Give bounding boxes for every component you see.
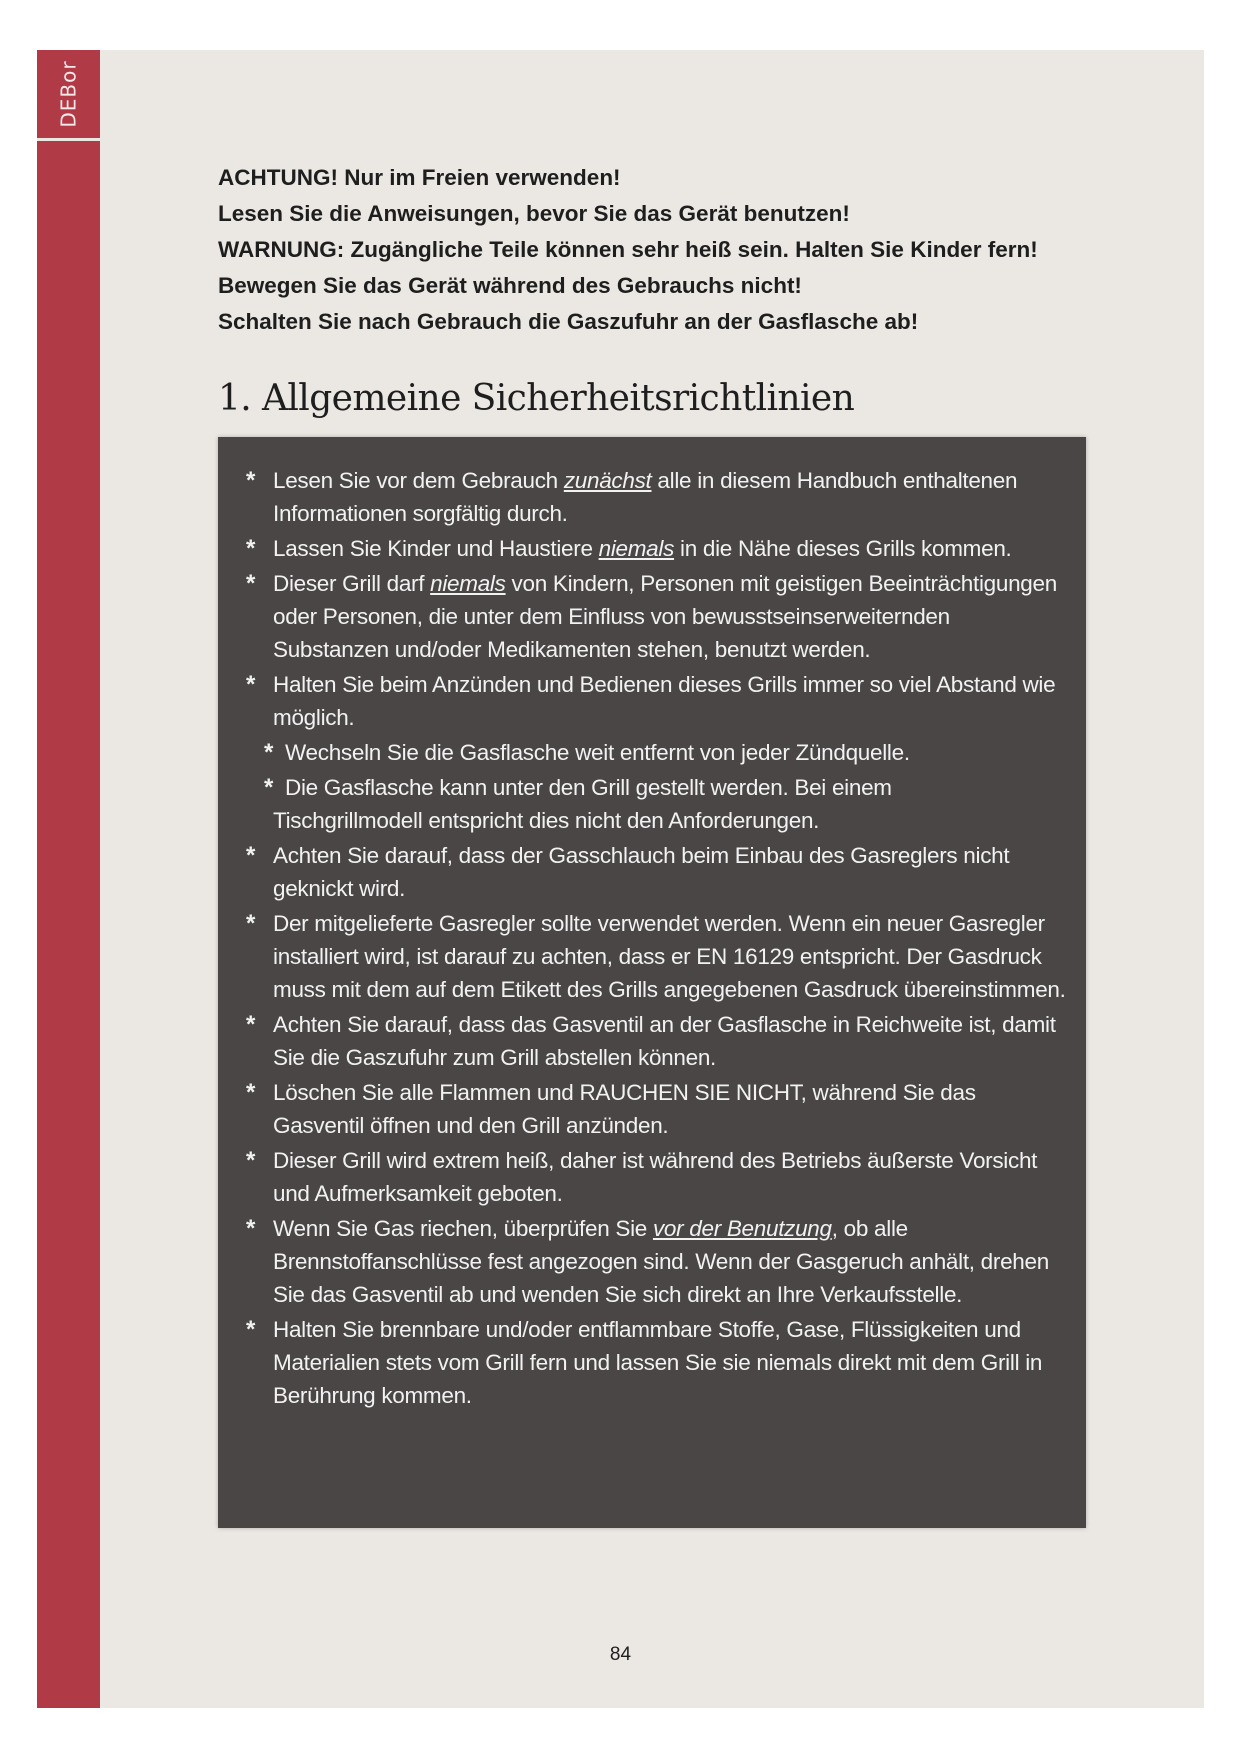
warning-line: Bewegen Sie das Gerät während des Gebrauchs nicht! (218, 273, 802, 298)
list-item: * Dieser Grill wird extrem heiß, daher ist während des Betriebs äußerste Vorsicht und Aufmerksamkeit geboten. (218, 1144, 1066, 1210)
bullet-star: * (246, 1147, 256, 1174)
list-item: * Wechseln Sie die Gasflasche weit entfernt von jeder Zündquelle. (218, 736, 1066, 769)
bullet-star: * (246, 671, 256, 698)
emphasis: vor der Benutzung (652, 1216, 832, 1241)
page-number: 84 (609, 1644, 632, 1665)
safety-guidelines-box (218, 437, 1086, 1528)
list-item: * Die Gasflasche kann unter den Grill gestellt werden. Bei einem Tischgrillmodell entspricht dies nicht den Anforderungen. (218, 771, 1066, 837)
list-item: * Achten Sie darauf, dass der Gasschlauch beim Einbau des Gasreglers nicht geknickt wird. (218, 839, 1066, 905)
list-item: * Löschen Sie alle Flammen und RAUCHEN SIE NICHT, während Sie das Gasventil öffnen und den Grill anzünden. (218, 1076, 1066, 1142)
bullet-star: * (246, 1215, 256, 1242)
bullet-star: * (246, 1316, 256, 1343)
section-title: 1. Allgemeine Sicherheitsrichtlinien (218, 378, 855, 419)
warning-block (218, 160, 1118, 340)
warning-line: WARNUNG: Zugängliche Teile können sehr heiß sein. Halten Sie Kinder fern! (218, 237, 1038, 262)
list-item: * Wenn Sie Gas riechen, überprüfen Sie vor der Benutzung, ob alle Brennstoffanschlüsse fest angezogen sind. Wenn der Gasgeruch anhält, drehen Sie das Gasventil ab und wenden Sie sich direkt an Ihre Verkaufsstelle. (218, 1212, 1066, 1311)
bullet-star: * (246, 467, 256, 494)
warning-line: ACHTUNG! Nur im Freien verwenden! (218, 165, 621, 190)
list-item: * Der mitgelieferte Gasregler sollte verwendet werden. Wenn ein neuer Gasregler installiert wird, ist darauf zu achten, dass er EN 16129 entspricht. Der Gasdruck muss mit dem auf dem Etikett des Grills angegebenen Gasdruck übereinstimmen. (218, 907, 1066, 1006)
side-color-bar (37, 50, 100, 1708)
emphasis: niemals (430, 571, 506, 596)
language-tab-label: DEBor (56, 60, 81, 128)
bullet-star: * (246, 842, 256, 869)
bullet-star: * (246, 535, 256, 562)
warning-line: Lesen Sie die Anweisungen, bevor Sie das Gerät benutzen! (218, 201, 850, 226)
language-tab (37, 50, 100, 141)
bullet-star: * (246, 910, 256, 937)
bullet-star: * (246, 1011, 256, 1038)
emphasis: zunächst (563, 468, 652, 493)
bullet-star: * (264, 739, 274, 766)
list-item: * Halten Sie beim Anzünden und Bedienen dieses Grills immer so viel Abstand wie möglich. (218, 668, 1066, 734)
list-item: * Dieser Grill darf niemals von Kindern, Personen mit geistigen Beeinträchtigungen oder Personen, die unter dem Einfluss von bewusstseinserweiternden Substanzen und/oder Medikamenten stehen, benutzt werden. (218, 567, 1066, 666)
bullet-star: * (264, 774, 274, 801)
safety-list (218, 437, 1086, 1412)
list-item: * Lesen Sie vor dem Gebrauch zunächst alle in diesem Handbuch enthaltenen Informationen sorgfältig durch. (218, 464, 1066, 530)
list-item: * Lassen Sie Kinder und Haustiere niemals in die Nähe dieses Grills kommen. (218, 532, 1066, 565)
list-item: * Halten Sie brennbare und/oder entflammbare Stoffe, Gase, Flüssigkeiten und Materialien stets vom Grill fern und lassen Sie sie niemals direkt mit dem Grill in Berührung kommen. (218, 1313, 1066, 1412)
warning-line: Schalten Sie nach Gebrauch die Gaszufuhr an der Gasflasche ab! (218, 309, 919, 334)
list-item: * Achten Sie darauf, dass das Gasventil an der Gasflasche in Reichweite ist, damit Sie die Gaszufuhr zum Grill abstellen können. (218, 1008, 1066, 1074)
bullet-star: * (246, 570, 256, 597)
bullet-star: * (246, 1079, 256, 1106)
emphasis: niemals (598, 536, 675, 561)
